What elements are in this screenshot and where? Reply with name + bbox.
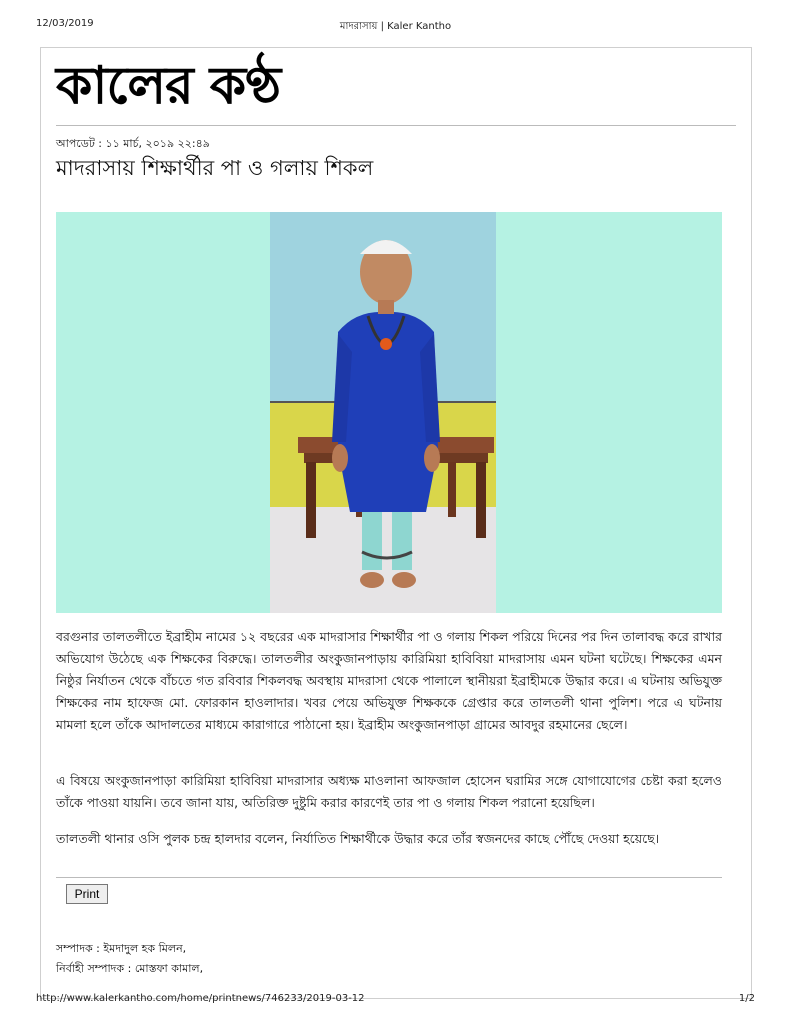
article-paragraph: এ বিষয়ে অংকুজানপাড়া কারিমিয়া হাবিবিয়া মাদরাসার অধ্যক্ষ মাওলানা আফজাল হোসেন ঘরামির সঙ্গে যোগাযোগের চেষ্টা করা হলেও তাঁকে পাওয়া যায়নি। তবে জানা যায়, অতিরিক্ত দুষ্টুমি করার কারণেই তার পা ও গলায় শিকল পরানো হয়েছিল। bbox=[56, 773, 722, 810]
print-page-title: মাদরাসায় | Kaler Kantho bbox=[339, 21, 452, 32]
print-url: http://www.kalerkantho.com/home/printnews/746233/2019-03-12 bbox=[36, 993, 365, 1004]
article-headline: মাদরাসায় শিক্ষার্থীর পা ও গলায় শিকল bbox=[56, 156, 374, 180]
article-photo bbox=[56, 212, 722, 613]
editor-credit: সম্পাদক : ইমদাদুল হক মিলন, bbox=[56, 942, 187, 955]
masthead-divider bbox=[56, 125, 736, 126]
newspaper-logo: কালের কণ্ঠ bbox=[56, 56, 281, 116]
article-paragraph: তালতলী থানার ওসি পুলক চন্দ্র হালদার বলেন, নির্যাতিত শিক্ষার্থীকে উদ্ধার করে তাঁর স্বজনদের কাছে পৌঁছে দেওয়া হয়েছে। bbox=[56, 831, 660, 846]
article-end-divider bbox=[56, 877, 722, 878]
article-paragraph: বরগুনার তালতলীতে ইব্রাহীম নামের ১২ বছরের এক মাদরাসার শিক্ষার্থীর পা ও গলায় শিকল পরিয়ে দিনের পর দিন তালাবদ্ধ করে রাখার অভিযোগ উঠেছে এক শিক্ষকের বিরুদ্ধে। তালতলীর অংকুজানপাড়ায় কারিমিয়া হাবিবিয়া মাদরাসায় এমন ঘটনা ঘটেছে। শিক্ষকের এমন নিষ্ঠুর নির্যাতন থেকে বাঁচতে গত রবিবার শিকলবদ্ধ অবস্থায় মাদরাসা থেকে পালালে স্থানীয়রা ইব্রাহীমকে উদ্ধার করে। এ ঘটনায় অভিযুক্ত শিক্ষকের নাম হাফেজ মো. ফোরকান হাওলাদার। খবর পেয়ে অভিযুক্ত শিক্ষককে গ্রেপ্তার করে তালতলী থানা পুলিশ। পরে এ ঘটনায় মামলা হলে তাঁকে আদালতের মাধ্যমে কারাগারে পাঠানো হয়। ইব্রাহীম অংকুজানপাড়া গ্রামের আবদুর রহমানের ছেলে। bbox=[56, 629, 722, 732]
print-date: 12/03/2019 bbox=[36, 18, 94, 29]
executive-editor-credit: নির্বাহী সম্পাদক : মোস্তফা কামাল, bbox=[56, 962, 204, 975]
print-button[interactable]: Print bbox=[66, 884, 108, 904]
photo-illustration bbox=[56, 212, 722, 613]
update-timestamp: আপডেট : ১১ মার্চ, ২০১৯ ২২:৪৯ bbox=[56, 137, 210, 150]
print-page-number: 1/2 bbox=[738, 993, 755, 1004]
